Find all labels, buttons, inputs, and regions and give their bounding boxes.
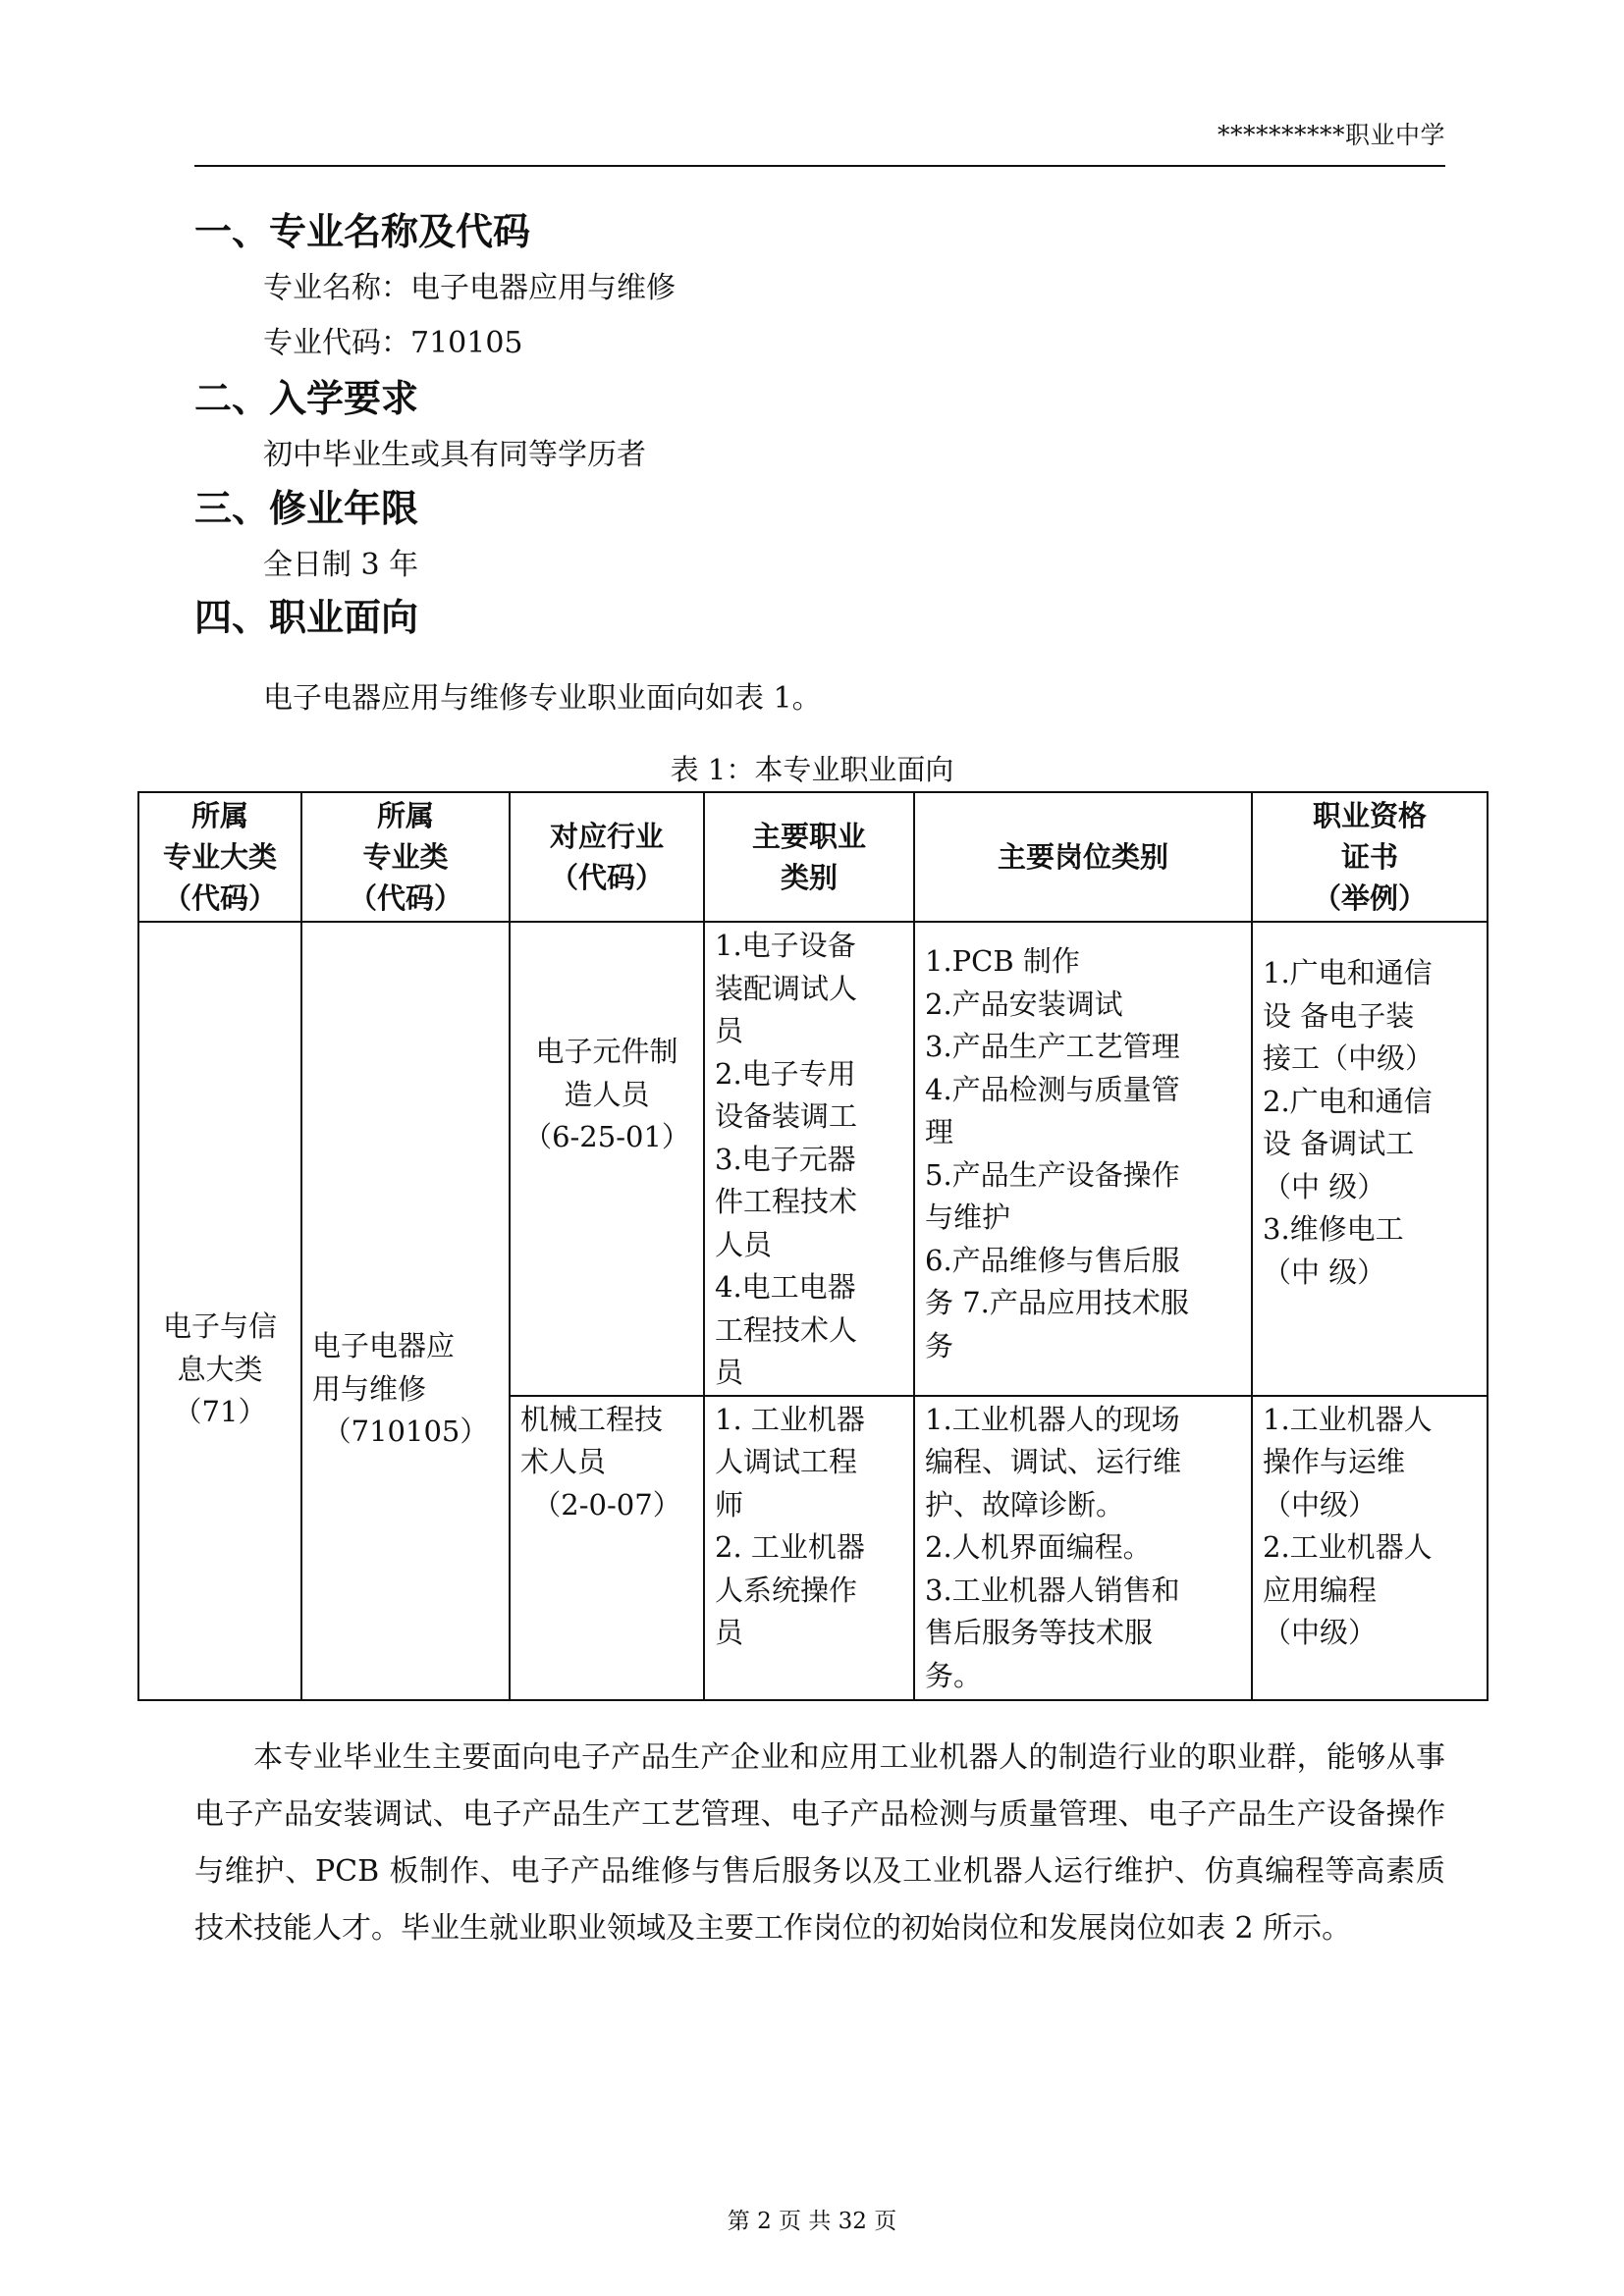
certificates-cell: 1.广电和通信 设 备电子装 接工（中级） 2.广电和通信 设 备调试工 （中 级） 3.维修电工 （中 级）: [1252, 922, 1488, 1396]
major-cell: 电子电器应 用与维修 （710105）: [301, 922, 510, 1700]
graduate-orientation-paragraph: 本专业毕业生主要面向电子产品生产企业和应用工业机器人的制造行业的职业群，能够从事电子产品安装调试、电子产品生产工艺管理、电子产品检测与质量管理、电子产品生产设备操作与维护、PCB 板制作、电子产品维修与售后服务以及工业机器人运行维护、仿真编程等高素质技术技能人才。毕业生就业职业领域及主要工作岗位的初始岗位和发展岗位如表 2 所示。: [194, 1740, 1445, 1946]
positions-cell: 1.PCB 制作 2.产品安装调试 3.产品生产工艺管理 4.产品检测与质量管 理 5.产品生产设备操作 与维护 6.产品维修与售后服 务 7.产品应用技术服 务: [914, 922, 1252, 1396]
section-heading-3: 三、修业年限: [194, 487, 419, 530]
table-intro-line: 电子电器应用与维修专业职业面向如表 1。: [263, 681, 822, 716]
header-occupation: 主要职业 类别: [704, 792, 914, 922]
admission-line: 初中毕业生或具有同等学历者: [263, 438, 646, 472]
category-cell: 电子与信 息大类 （71）: [138, 922, 301, 1700]
table-header-row: [138, 792, 1488, 922]
industry-cell: 机械工程技 术人员 （2-0-07）: [510, 1396, 704, 1700]
table1-caption: 表 1：本专业职业面向: [670, 753, 954, 786]
page-number: 第 2 页 共 32 页: [727, 2209, 897, 2234]
occupation-cell: 1.电子设备 装配调试人 员 2.电子专用 设备装调工 3.电子元器 件工程技术 人员 4.电工电器 工程技术人 员: [704, 922, 914, 1396]
header-positions: 主要岗位类别: [914, 792, 1252, 922]
header-industry: 对应行业 （代码）: [510, 792, 704, 922]
section-heading-2: 二、入学要求: [194, 377, 419, 420]
industry-cell: 电子元件制 造人员 （6-25-01）: [510, 922, 704, 1396]
positions-cell: 1.工业机器人的现场 编程、调试、运行维 护、故障诊断。 2.人机界面编程。 3.工业机器人销售和 售后服务等技术服 务。: [914, 1396, 1252, 1700]
header-certificates: 职业资格 证书 （举例）: [1252, 792, 1488, 922]
page-header-school: **********职业中学: [1217, 121, 1445, 149]
certificates-cell: 1.工业机器人 操作与运维 （中级） 2.工业机器人 应用编程 （中级）: [1252, 1396, 1488, 1700]
header-category: 所属 专业大类 （代码）: [138, 792, 301, 922]
occupation-table: [137, 791, 1489, 1701]
major-name-line: 专业名称：电子电器应用与维修: [263, 271, 676, 305]
section-heading-4: 四、职业面向: [194, 596, 419, 639]
section-heading-1: 一、专业名称及代码: [194, 210, 531, 253]
occupation-cell: 1. 工业机器 人调试工程 师 2. 工业机器 人系统操作 员: [704, 1396, 914, 1700]
major-code-line: 专业代码：710105: [263, 326, 523, 360]
duration-line: 全日制 3 年: [263, 548, 419, 582]
header-rule: [194, 165, 1445, 167]
header-major-class: 所属 专业类 （代码）: [301, 792, 510, 922]
table-row: [138, 922, 1488, 1396]
